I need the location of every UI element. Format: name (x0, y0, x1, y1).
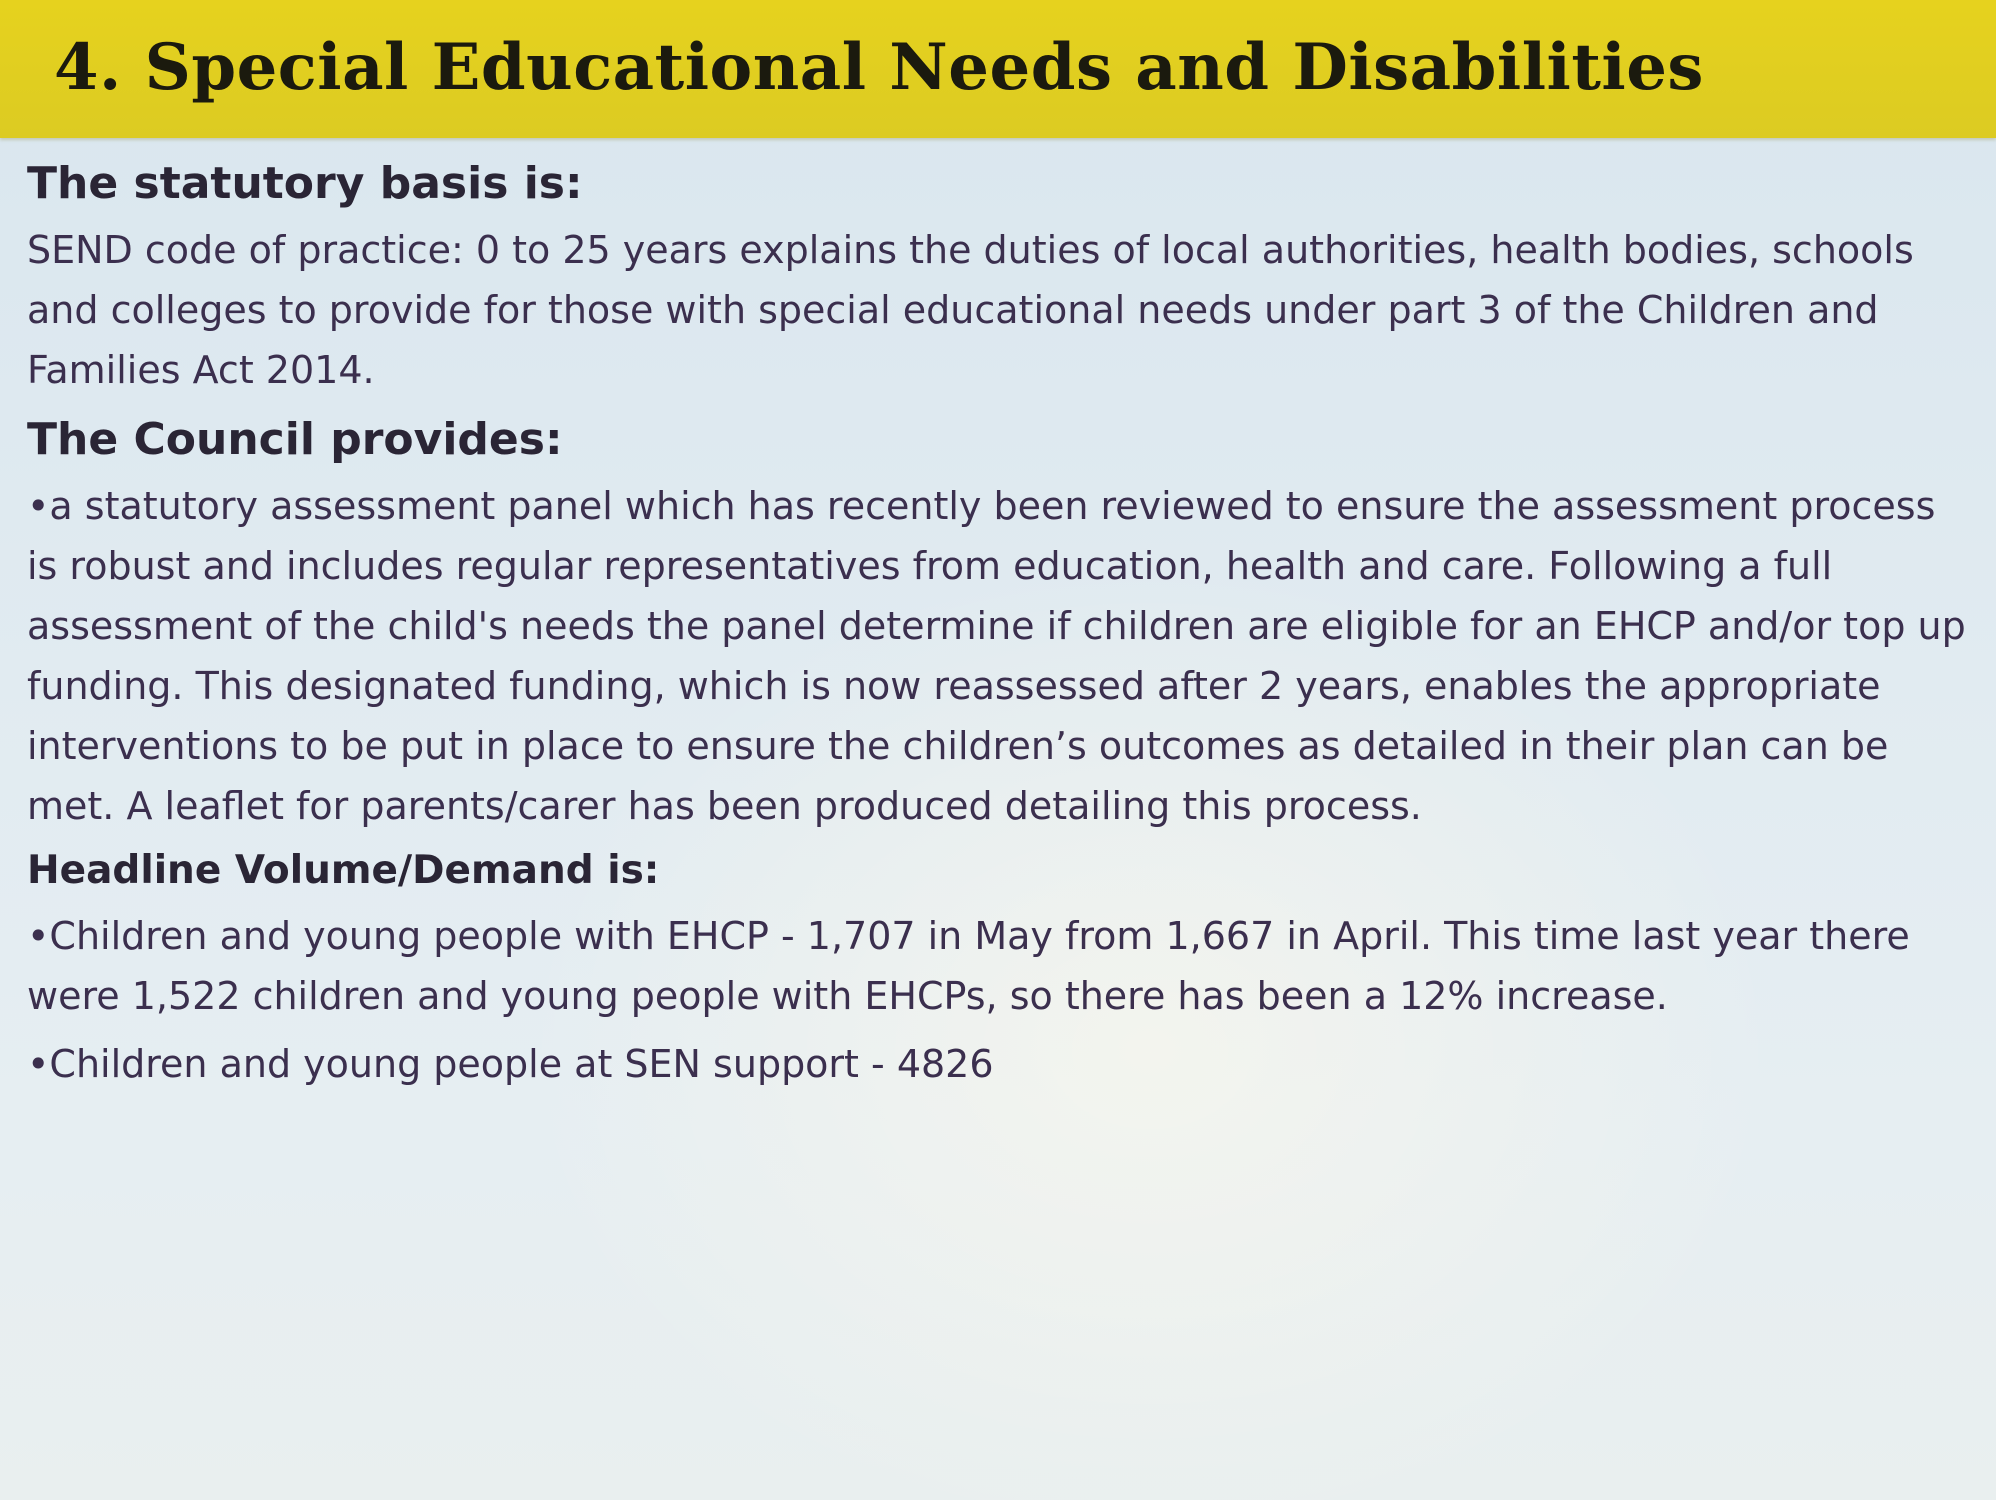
section-council-provides (27, 408, 1967, 836)
bullet-paragraph: •a statutory assessment panel which has recently been reviewed to ensure the assessment process is robust and includes regular representatives from education, health and care. Following a full assessment of the child's needs the panel determine if children are eligible for an EHCP and/or top up funding. This designated funding, which is now reassessed after 2 years, enables the appropriate interventions to be put in place to ensure the children’s outcomes as detailed in their plan can be met. A leaflet for parents/carer has been produced detailing this process. (27, 484, 1966, 828)
bullet-paragraph: •Children and young people at SEN support - 4826 (27, 1042, 994, 1086)
section-headline-volume (27, 840, 1967, 1094)
title-bar (0, 0, 1996, 138)
bullet-paragraph: •Children and young people with EHCP - 1,707 in May from 1,667 in April. This time last year there were 1,522 children and young people with EHCPs, so there has been a 12% increase. (27, 914, 1910, 1018)
section-statutory-basis (27, 152, 1967, 400)
slide-content (27, 152, 1967, 1094)
section-heading: The Council provides: (27, 414, 563, 465)
slide-title: 4. Special Educational Needs and Disabilities (54, 30, 1704, 105)
paragraph: SEND code of practice: 0 to 25 years explains the duties of local authorities, health bodies, schools and colleges to provide for those with special educational needs under part 3 of the Children and Families Act 2014. (27, 228, 1914, 392)
section-heading: Headline Volume/Demand is: (27, 848, 660, 893)
section-heading: The statutory basis is: (27, 158, 583, 209)
